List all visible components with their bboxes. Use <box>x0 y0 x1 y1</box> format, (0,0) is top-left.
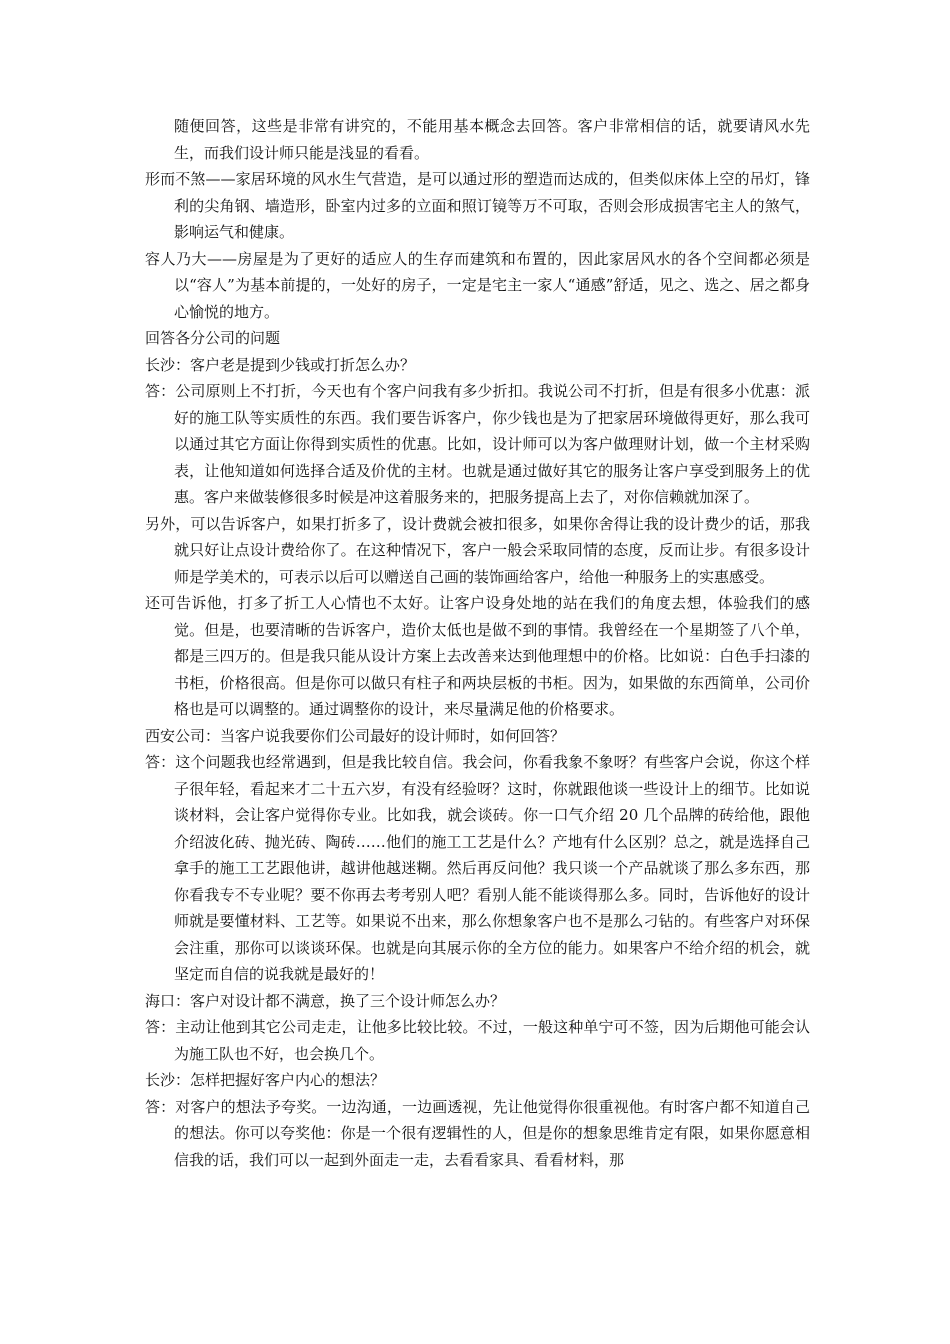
question: 长沙：客户老是提到少钱或打折怎么办？ <box>145 355 416 374</box>
answer: 答：主动让他到其它公司走走，让他多比较比较。不过，一般这种单宁可不签，因为后期他可能会认为施工队也不好，也会换几个。 <box>145 1018 810 1063</box>
paragraph: 容人乃大——房屋是为了更好的适应人的生存而建筑和布置的，因此家居风水的各个空间都必须是以“容人”为基本前提的，一处好的房子，一定是宅主一家人“通感”舒适，见之、选之、居之都身心愉悦的地方。 <box>145 249 810 321</box>
question: 海口：客户对设计都不满意，换了三个设计师怎么办？ <box>145 991 506 1010</box>
question: 西安公司：当客户说我要你们公司最好的设计师时，如何回答？ <box>145 726 566 745</box>
document-body <box>145 113 810 1173</box>
answer: 答：这个问题我也经常遇到，但是我比较自信。我会问，你看我象不象呀？有些客户会说，你这个样子很年轻，看起来才二十五六岁，有没有经验呀？这时，你就跟他谈一些设计上的细节。比如说谈材料，会让客户觉得你专业。比如我，就会谈砖。你一口气介绍 20 几个品牌的砖给他，跟他介绍波化砖、抛光砖、陶砖……他们的施工工艺是什么？产地有什么区别？总之，就是选择自己拿手的施工工艺跟他讲，越讲他越迷糊。然后再反问他？我只谈一个产品就谈了那么多东西，那你看我专不专业呢？要不你再去考考别人吧？看别人能不能谈得那么多。同时，告诉他好的设计师就是要懂材料、工艺等。如果说不出来，那么你想象客户也不是那么刁钻的。有些客户对环保会注重，那你可以谈谈环保。也就是向其展示你的全方位的能力。如果客户不给介绍的机会，就坚定而自信的说我就是最好的！ <box>145 753 810 983</box>
answer: 答：对客户的想法予夸奖。一边沟通，一边画透视，先让他觉得你很重视他。有时客户都不知道自己的想法。你可以夸奖他：你是一个很有逻辑性的人，但是你的想象思维肯定有限，如果你愿意相信我的话，我们可以一起到外面走一走，去看看家具、看看材料，那 <box>145 1097 810 1169</box>
paragraph: 还可告诉他，打多了折工人心情也不太好。让客户设身处地的站在我们的角度去想，体验我们的感觉。但是，也要清晰的告诉客户，造价太低也是做不到的事情。我曾经在一个星期签了八个单，都是三四万的。但是我只能从设计方案上去改善来达到他理想中的价格。比如说：白色手扫漆的书柜，价格很高。但是你可以做只有柱子和两块层板的书柜。因为，如果做的东西简单，公司价格也是可以调整的。通过调整你的设计，来尽量满足他的价格要求。 <box>145 594 810 718</box>
question: 长沙：怎样把握好客户内心的想法？ <box>145 1071 386 1089</box>
section-heading: 回答各分公司的问题 <box>145 329 281 347</box>
paragraph: 另外，可以告诉客户，如果打折多了，设计费就会被扣很多，如果你舍得让我的设计费少的话，那我就只好让点设计费给你了。在这种情况下，客户一般会采取同情的态度，反而让步。有很多设计师是学美术的，可表示以后可以赠送自己画的装饰画给客户，给他一种服务上的实惠感受。 <box>145 514 810 586</box>
paragraph: 形而不煞——家居环境的风水生气营造，是可以通过形的塑造而达成的，但类似床体上空的吊灯，锋利的尖角钢、墙造形，卧室内过多的立面和照订镜等万不可取，否则会形成损害宅主人的煞气，影响运气和健康。 <box>145 170 810 241</box>
paragraph: 随便回答，这些是非常有讲究的，不能用基本概念去回答。客户非常相信的话，就要请风水先生，而我们设计师只能是浅显的看看。 <box>174 117 810 162</box>
answer: 答：公司原则上不打折，今天也有个客户问我有多少折扣。我说公司不打折，但是有很多小优惠：派好的施工队等实质性的东西。我们要告诉客户，你少钱也是为了把家居环境做得更好，那么我可以通过其它方面让你得到实质性的优惠。比如，设计师可以为客户做理财计划，做一个主材采购表，让他知道如何选择合适及价优的主材。也就是通过做好其它的服务让客户享受到服务上的优惠。客户来做装修很多时候是冲这着服务来的，把服务提高上去了，对你信赖就加深了。 <box>145 382 810 506</box>
